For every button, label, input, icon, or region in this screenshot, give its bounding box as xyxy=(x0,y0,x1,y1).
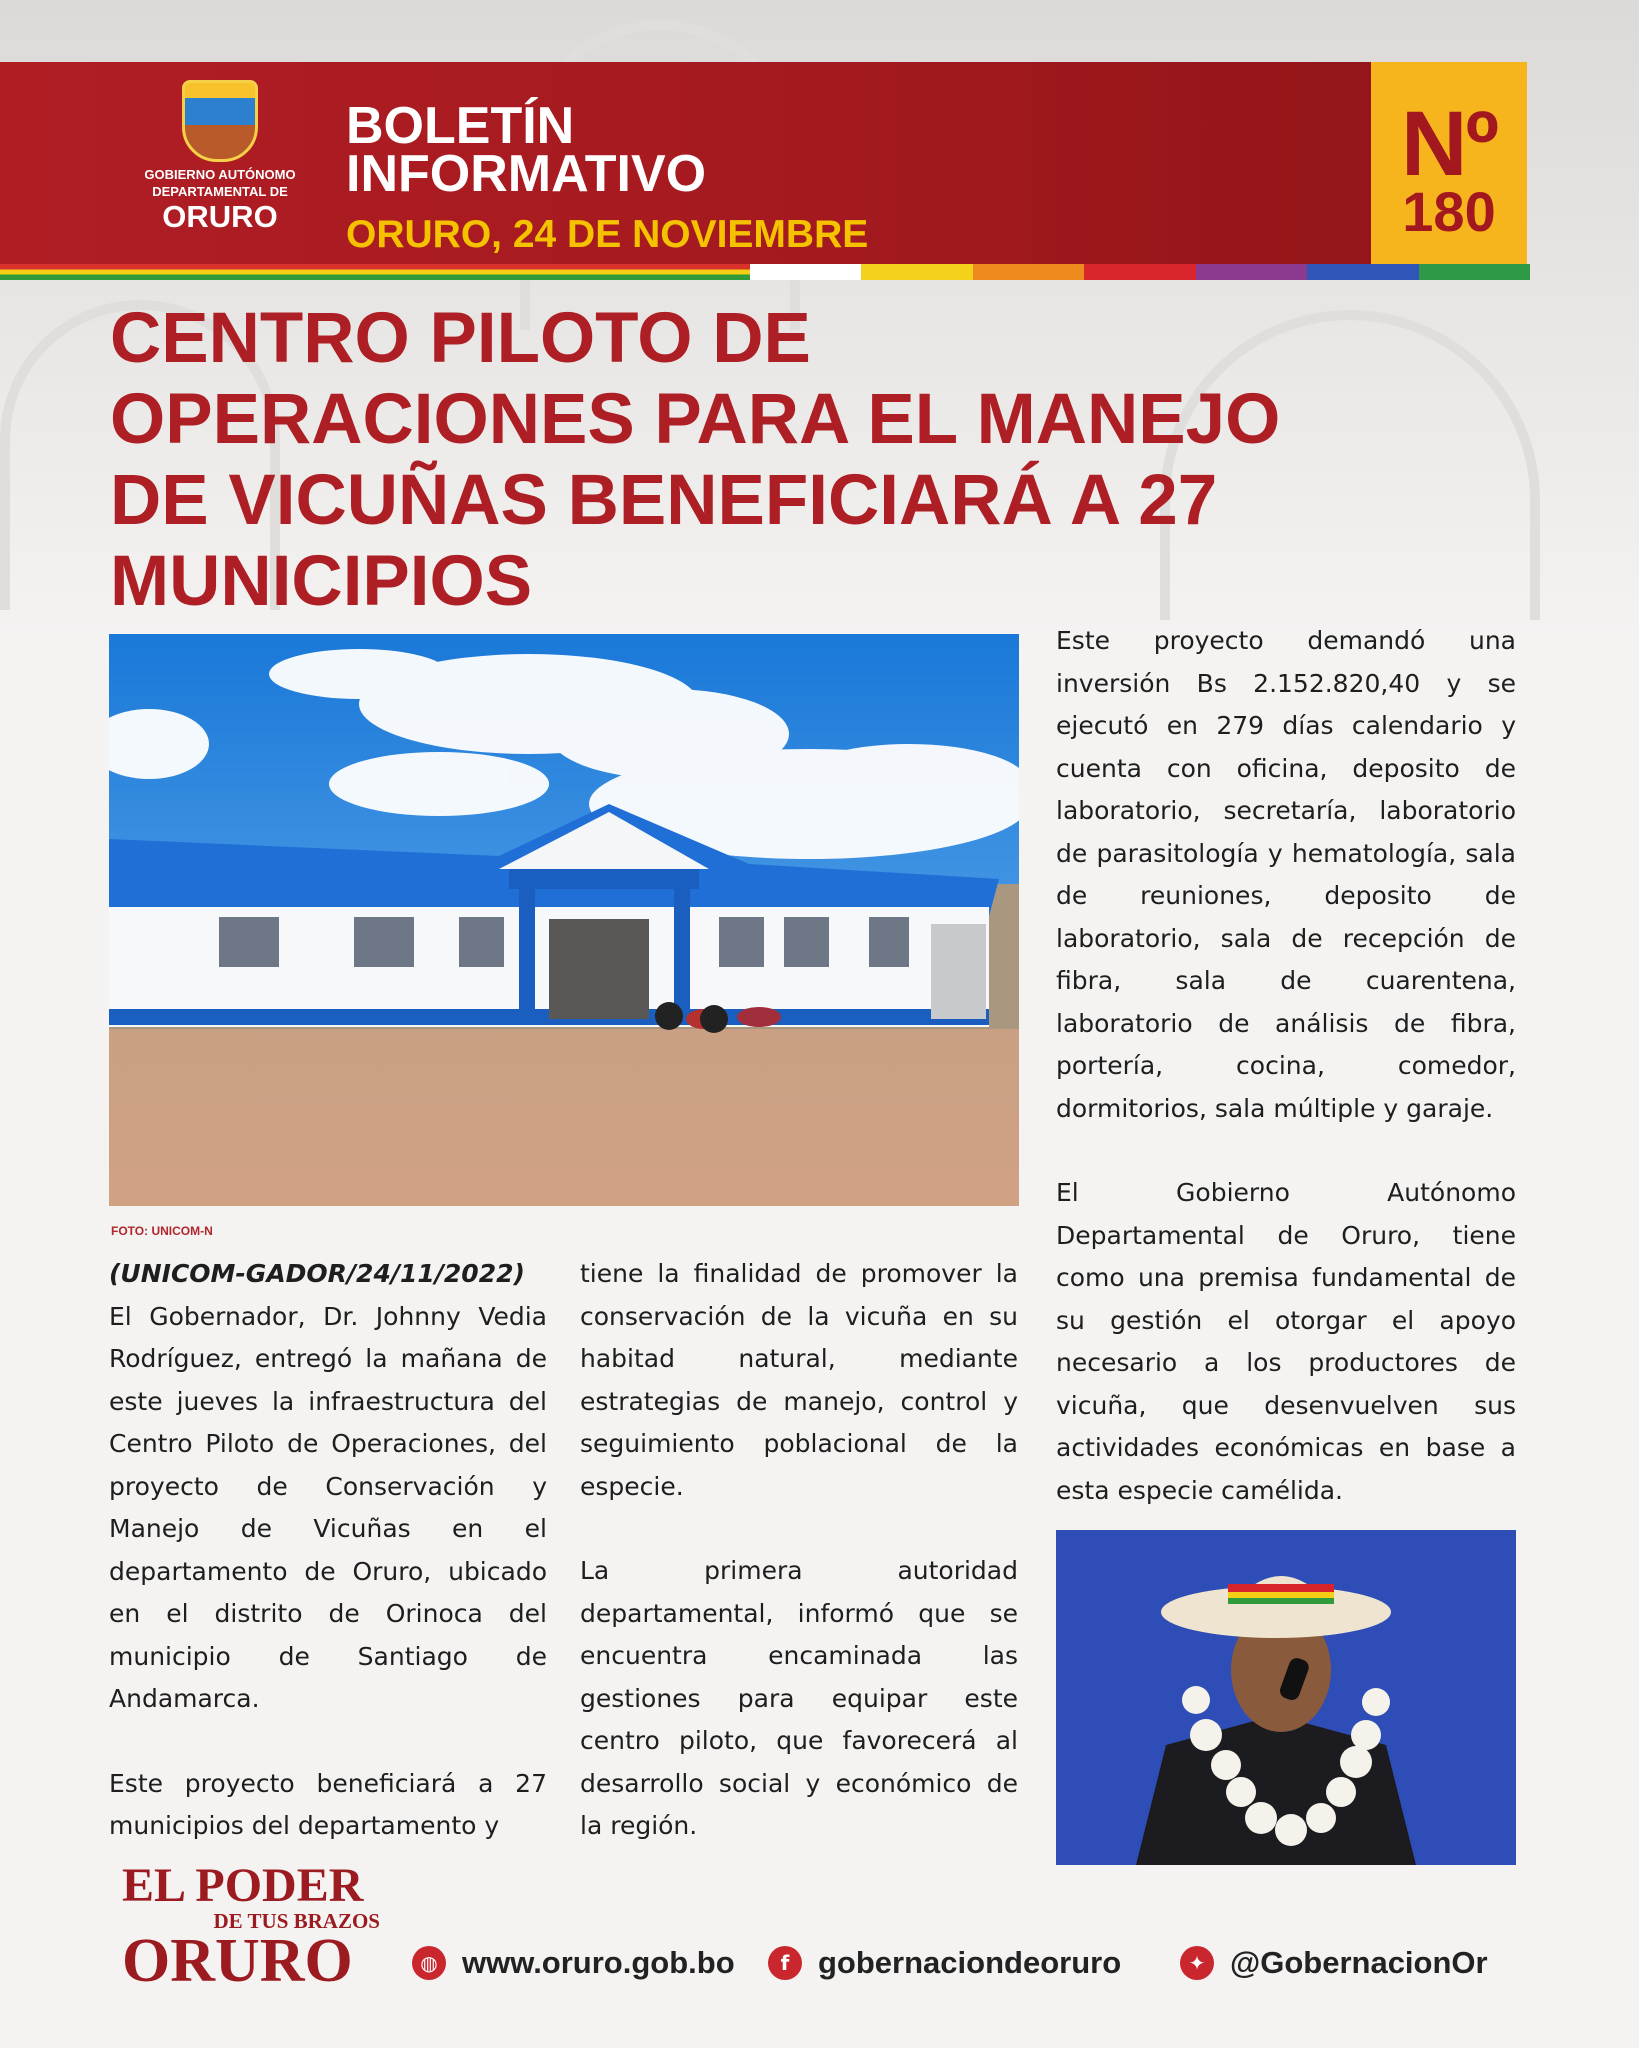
photo-credit: FOTO: UNICOM-N xyxy=(111,1224,213,1238)
slogan-line-1: EL PODER xyxy=(122,1859,364,1912)
globe-icon: ◍ xyxy=(412,1946,446,1980)
headline xyxy=(110,298,1550,622)
website-link[interactable] xyxy=(412,1938,735,1988)
article-paragraph: La primera autoridad departamental, informó que se encuentra encaminada las gestiones para equipar este centro piloto, que favorecerá al desarrollo social y económico de la región. xyxy=(580,1556,1018,1840)
twitter-link[interactable] xyxy=(1180,1938,1488,1988)
article-paragraph: Este proyecto demandó una inversión Bs 2.152.820,40 y se ejecutó en 279 días calendario y cuenta con oficina, deposito de laboratorio, secretaría, laboratorio de parasitología y hematología, sala de reuniones, deposito de laboratorio, sala de recepción de fibra, sala de cuarentena, laboratorio de análisis de fibra, portería, cocina, comedor, dormitorios, sala múltiple y garaje. xyxy=(1056,626,1516,1123)
issue-number-badge xyxy=(1371,62,1527,267)
facebook-link[interactable] xyxy=(768,1938,1121,1988)
wiphala-color-block xyxy=(1196,264,1307,280)
logo-line-3: ORURO xyxy=(162,199,278,234)
wiphala-color-block xyxy=(750,264,861,280)
wiphala-color-block xyxy=(1419,264,1530,280)
twitter-icon: ✦ xyxy=(1180,1946,1214,1980)
headline-line: MUNICIPIOS xyxy=(110,542,533,621)
building-photo xyxy=(109,634,1019,1206)
article-paragraph: Este proyecto beneficiará a 27 municipios del departamento y xyxy=(109,1768,547,1840)
government-logo xyxy=(130,80,310,250)
wiphala-stripe xyxy=(750,264,1530,280)
article-column-1 xyxy=(109,1253,547,1848)
campaign-slogan-logo xyxy=(122,1859,382,1995)
bulletin-dateline: ORURO, 24 DE NOVIEMBRE xyxy=(346,213,869,256)
website-text: www.oruro.gob.bo xyxy=(462,1945,735,1980)
bulletin-title-line-1: BOLETÍN xyxy=(346,97,575,155)
article-paragraph: El Gobernador, Dr. Johnny Vedia Rodríguez, entregó la mañana de este jueves la infraestructura del Centro Piloto de Operaciones, del proyecto de Conservación y Manejo de Vicuñas en el departamento de Oruro, ubicado en el distrito de Orinoca del municipio de Santiago de Andamarca. xyxy=(109,1301,547,1713)
article-paragraph: El Gobierno Autónomo Departamental de Oruro, tiene como una premisa fundamental de su gestión el otorgar el apoyo necesario a los productores de vicuña, que desenvuelven sus actividades económicas en base a esta especie camélida. xyxy=(1056,1178,1516,1505)
wiphala-color-block xyxy=(861,264,972,280)
headline-line: DE VICUÑAS BENEFICIARÁ A 27 xyxy=(110,461,1218,540)
headline-line: OPERACIONES PARA EL MANEJO xyxy=(110,380,1281,459)
headline-line: CENTRO PILOTO DE xyxy=(110,299,811,378)
slogan-line-2: DE TUS BRAZOS xyxy=(213,1909,380,1933)
article-reference: (UNICOM-GADOR/24/11/2022) xyxy=(109,1259,525,1288)
wiphala-color-block xyxy=(1084,264,1195,280)
bolivian-flag-stripe xyxy=(0,264,750,280)
governor-photo xyxy=(1056,1530,1516,1865)
article-paragraph: tiene la finalidad de promover la conservación de la vicuña en su habitad natural, mediante estrategias de manejo, control y seguimiento poblacional de la especie. xyxy=(580,1259,1018,1501)
facebook-text: gobernaciondeoruro xyxy=(818,1945,1122,1980)
wiphala-color-block xyxy=(973,264,1084,280)
logo-line-1: GOBIERNO AUTÓNOMO xyxy=(144,167,296,182)
article-column-2 xyxy=(580,1253,1018,1848)
facebook-icon: f xyxy=(768,1946,802,1980)
bulletin-title-line-2: INFORMATIVO xyxy=(346,145,707,203)
issue-number-sign: Nº xyxy=(1400,93,1498,195)
coat-of-arms-icon xyxy=(182,80,258,162)
article-column-3 xyxy=(1056,620,1516,1512)
slogan-line-3: ORURO xyxy=(122,1927,353,1995)
logo-line-2: DEPARTAMENTAL DE xyxy=(152,184,288,199)
twitter-text: @GobernacionOr xyxy=(1230,1945,1488,1980)
wiphala-color-block xyxy=(1307,264,1418,280)
issue-number-value: 180 xyxy=(1402,180,1496,243)
